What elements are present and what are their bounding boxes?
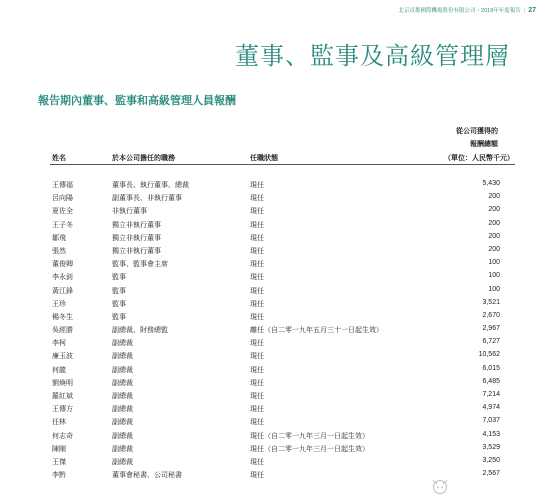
- amount-cell: 3,521: [482, 298, 500, 306]
- table-row: [0, 246, 550, 259]
- status-cell: 現任: [250, 393, 264, 400]
- person-name: 呂向陽: [52, 195, 73, 203]
- person-name: 夏佐全: [52, 208, 73, 216]
- person-name: 董俊卿: [52, 261, 73, 269]
- person-name: 吳經勝: [52, 327, 73, 335]
- col-amount-unit-header: （單位：人民幣千元）: [444, 155, 514, 162]
- status-cell: 現任: [250, 234, 264, 242]
- position-cell: 獨立非執行董事: [112, 221, 161, 229]
- position-cell: 監事: [112, 313, 126, 321]
- amount-cell: 100: [488, 272, 500, 280]
- status-cell: 現任（自二零一九年三月一日起生效）: [250, 432, 369, 440]
- amount-cell: 10,562: [478, 351, 500, 359]
- position-cell: 副總裁: [112, 366, 133, 374]
- person-name: 鄒飛: [52, 234, 66, 242]
- table-row: [0, 312, 550, 325]
- status-cell: 離任（自二零一九年五月三十一日起生效）: [250, 327, 383, 335]
- position-cell: 副總裁: [112, 445, 133, 453]
- table-row: [0, 286, 550, 299]
- amount-cell: 200: [488, 232, 500, 240]
- company-report-title: 北京首都國際機場股份有限公司・2019年年度報告: [398, 8, 521, 14]
- table-row: [0, 444, 550, 457]
- table-row: [0, 193, 550, 206]
- person-name: 李永釗: [52, 274, 73, 282]
- person-name: 王珍: [52, 300, 66, 308]
- table-row: [0, 404, 550, 417]
- position-cell: 監事、監事會主席: [112, 261, 168, 269]
- person-name: 王傑: [52, 458, 66, 466]
- position-cell: 副總裁: [112, 419, 133, 427]
- person-name: 王傳福: [52, 182, 73, 189]
- amount-cell: 4,974: [482, 404, 500, 412]
- table-row: [0, 220, 550, 233]
- person-name: 張然: [52, 247, 66, 255]
- table-row: [0, 206, 550, 219]
- table-row: [0, 391, 550, 404]
- position-cell: 副董事長、非執行董事: [112, 195, 182, 203]
- table-row: [0, 259, 550, 272]
- person-name: 王子冬: [52, 221, 73, 229]
- status-cell: 現任: [250, 287, 264, 295]
- status-cell: 現任: [250, 340, 264, 348]
- amount-cell: 3,529: [482, 443, 500, 451]
- person-name: 任林: [52, 419, 66, 427]
- position-cell: 副總裁: [112, 393, 133, 400]
- status-cell: 現任: [250, 379, 264, 387]
- section-title: 報告期內董事、監事和高級管理人員報酬: [38, 95, 236, 107]
- header-divider: |: [523, 8, 526, 14]
- table-row: [0, 378, 550, 391]
- position-cell: 監事: [112, 274, 126, 282]
- status-cell: 現任: [250, 313, 264, 321]
- position-cell: 董事會秘書、公司秘書: [112, 472, 182, 480]
- amount-cell: 4,153: [482, 430, 500, 438]
- position-cell: 非執行董事: [112, 208, 147, 216]
- table-row: [0, 457, 550, 470]
- amount-cell: 5,430: [482, 180, 500, 187]
- person-name: 楊冬生: [52, 313, 73, 321]
- amount-cell: 200: [488, 193, 500, 201]
- amount-cell: 2,567: [482, 470, 500, 478]
- status-cell: 現任: [250, 195, 264, 203]
- position-cell: 副總裁、財務總監: [112, 327, 168, 335]
- person-name: 劉煥明: [52, 379, 73, 387]
- amount-cell: 100: [488, 259, 500, 267]
- status-cell: 現任: [250, 366, 264, 374]
- table-row: [0, 325, 550, 338]
- table-row: [0, 338, 550, 351]
- position-cell: 副總裁: [112, 432, 133, 440]
- amount-cell: 6,727: [482, 338, 500, 346]
- col-position-header: 於本公司擔任的職務: [112, 155, 175, 162]
- status-cell: 現任: [250, 300, 264, 308]
- status-cell: 現任: [250, 247, 264, 255]
- table-row: [0, 431, 550, 444]
- table-row: [0, 417, 550, 430]
- amount-cell: 7,214: [482, 391, 500, 398]
- person-name: 陳剛: [52, 445, 66, 453]
- person-name: 何龍: [52, 366, 66, 374]
- status-cell: 現任: [250, 182, 264, 189]
- person-name: 李柯: [52, 340, 66, 348]
- position-cell: 副總裁: [112, 340, 133, 348]
- status-cell: 現任: [250, 261, 264, 269]
- running-header: [399, 6, 536, 14]
- person-name: 李黔: [52, 472, 66, 480]
- table-row: [0, 299, 550, 312]
- page-number: 27: [528, 7, 536, 14]
- amount-cell: 6,015: [482, 364, 500, 372]
- status-cell: 現任: [250, 458, 264, 466]
- status-cell: 現任（自二零一九年三月一日起生效）: [250, 445, 369, 453]
- position-cell: 副總裁: [112, 406, 133, 414]
- status-cell: 現任: [250, 274, 264, 282]
- header-rule: [50, 164, 515, 165]
- amount-cell: 7,037: [482, 417, 500, 425]
- position-cell: 副總裁: [112, 458, 133, 466]
- amount-cell: 100: [488, 285, 500, 293]
- status-cell: 現任: [250, 221, 264, 229]
- amount-cell: 2,670: [482, 311, 500, 319]
- position-cell: 獨立非執行董事: [112, 234, 161, 242]
- amount-cell: 3,250: [482, 456, 500, 464]
- amount-cell: 200: [488, 206, 500, 214]
- col-amount-header-line1: 從公司獲得的: [456, 128, 498, 135]
- position-cell: 董事長、執行董事、總裁: [112, 182, 189, 189]
- table-row: [0, 233, 550, 246]
- status-cell: 現任: [250, 419, 264, 427]
- status-cell: 現任: [250, 353, 264, 361]
- status-cell: 現任: [250, 208, 264, 216]
- position-cell: 副總裁: [112, 379, 133, 387]
- compensation-table-body: [0, 180, 550, 483]
- table-row: [0, 351, 550, 364]
- status-cell: 現任: [250, 406, 264, 414]
- page-title: 董事、監事及高級管理層: [235, 42, 510, 70]
- person-name: 何志奇: [52, 432, 73, 440]
- position-cell: 監事: [112, 300, 126, 308]
- person-name: 羅紅斌: [52, 393, 73, 400]
- table-row: [0, 470, 550, 483]
- position-cell: 獨立非執行董事: [112, 247, 161, 255]
- person-name: 王傳方: [52, 406, 73, 414]
- status-cell: 現任: [250, 472, 264, 480]
- person-name: 黃江鋒: [52, 287, 73, 295]
- amount-cell: 2,967: [482, 325, 500, 333]
- table-row: [0, 180, 550, 193]
- person-name: 廉玉波: [52, 353, 73, 361]
- company-logo-icon: [430, 477, 450, 495]
- amount-cell: 200: [488, 219, 500, 227]
- position-cell: 副總裁: [112, 353, 133, 361]
- table-row: [0, 365, 550, 378]
- col-name-header: 姓名: [52, 155, 66, 162]
- amount-cell: 200: [488, 245, 500, 253]
- col-amount-header-line2: 報酬總額: [470, 141, 498, 148]
- col-status-header: 任職狀態: [250, 155, 278, 162]
- position-cell: 監事: [112, 287, 126, 295]
- table-row: [0, 272, 550, 285]
- amount-cell: 6,485: [482, 377, 500, 385]
